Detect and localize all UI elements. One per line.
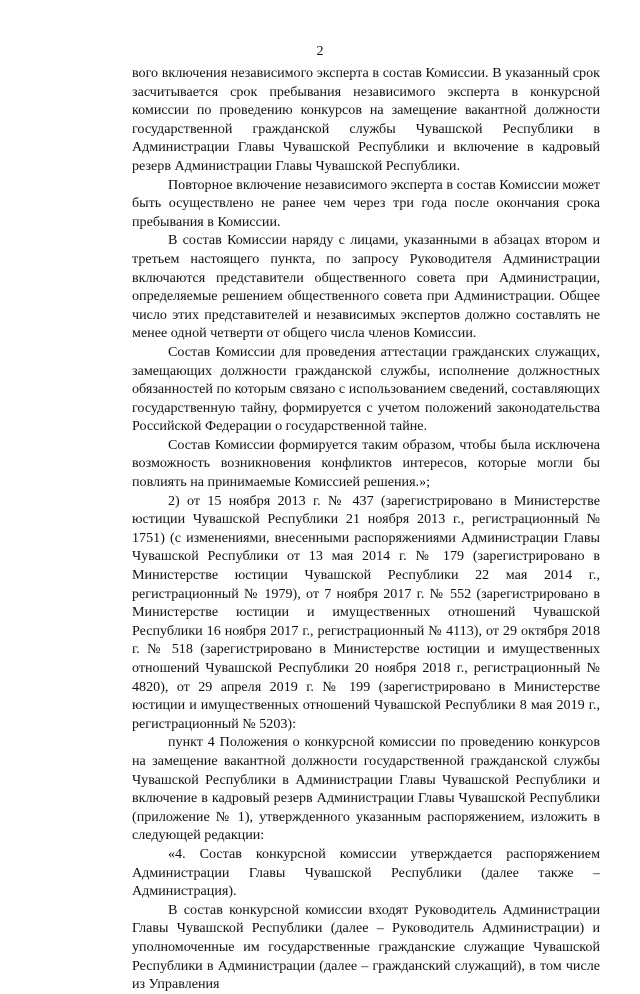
paragraph: «4. Состав конкурсной комиссии утверждается распоряжением Администрации Главы Чувашской Республики (далее также – Администрация). xyxy=(132,845,600,900)
paragraph: Состав Комиссии формируется таким образом, чтобы была исключена возможность возникновения конфликтов интересов, которые могли бы повлиять на принимаемые Комиссией решения.»; xyxy=(132,436,600,491)
paragraph: Состав Комиссии для проведения аттестации гражданских служащих, замещающих должности гражданской службы, исполнение должностных обязанностей по которым связано с использованием сведений, составляющих государственную тайну, формируется с учетом положений законодательства Российской Федерации о государственной тайне. xyxy=(132,343,600,435)
paragraph: В состав конкурсной комиссии входят Руководитель Администрации Главы Чувашской Республики (далее – Руководитель Администрации) и уполномоченные им государственные гражданские служащие Чувашской Республики в Администрации (далее – гражданский служащий), в том числе из Управления xyxy=(132,901,600,993)
paragraph: В состав Комиссии наряду с лицами, указанными в абзацах втором и третьем настоящего пункта, по запросу Руководителя Администрации включаются представители общественного совета при Администрации, определяемые решением общественного совета при Администрации. Общее число этих представителей и независимых экспертов должно составлять не менее одной четверти от общего числа членов Комиссии. xyxy=(132,232,600,342)
paragraph: Повторное включение независимого эксперта в состав Комиссии может быть осуществлено не ранее чем через три года после окончания срока пребывания в Комиссии. xyxy=(132,176,600,230)
paragraph: вого включения независимого эксперта в состав Комиссии. В указанный срок засчитывается срок пребывания независимого эксперта в конкурсной комиссии по проведению конкурсов на замещение вакантной должности государственной гражданской службы Чувашской Республики в Администрации Главы Чувашской Республики и включение в кадровый резерв Администрации Главы Чувашской Республики. xyxy=(132,65,600,174)
page-number: 2 xyxy=(316,44,324,59)
paragraph: 2) от 15 ноября 2013 г. № 437 (зарегистрировано в Министерстве юстиции Чувашской Республики 21 ноября 2013 г., регистрационный № 1751) (с изменениями, внесенными распоряжениями Администрации Главы Чувашской Республики от 13 мая 2014 г. № 179 (зарегистрировано в Министерстве юстиции Чувашской Республики 22 мая 2014 г., регистрационный № 1979), от 7 ноября 2017 г. № 552 (зарегистрировано в Министерстве юстиции и имущественных отношений Чувашской Республики 16 ноября 2017 г., регистрационный № 4113), от 29 октября 2018 г. № 518 (зарегистрировано в Министерстве юстиции и имущественных отношений Чувашской Республики 20 ноября 2018 г., регистрационный № 4820), от 29 апреля 2019 г. № 199 (зарегистрировано в Министерстве юстиции и имущественных отношений Чувашской Республики 8 мая 2019 г., регистрационный № 5203): xyxy=(132,492,600,732)
document-body xyxy=(132,64,600,994)
paragraph: пункт 4 Положения о конкурсной комиссии по проведению конкурсов на замещение вакантной должности государственной гражданской службы Чувашской Республики в Администрации Главы Чувашской Республики и включение в кадровый резерв Администрации Главы Чувашской Республики (приложение № 1), утвержденного указанным распоряжением, изложить в следующей редакции: xyxy=(132,734,600,844)
